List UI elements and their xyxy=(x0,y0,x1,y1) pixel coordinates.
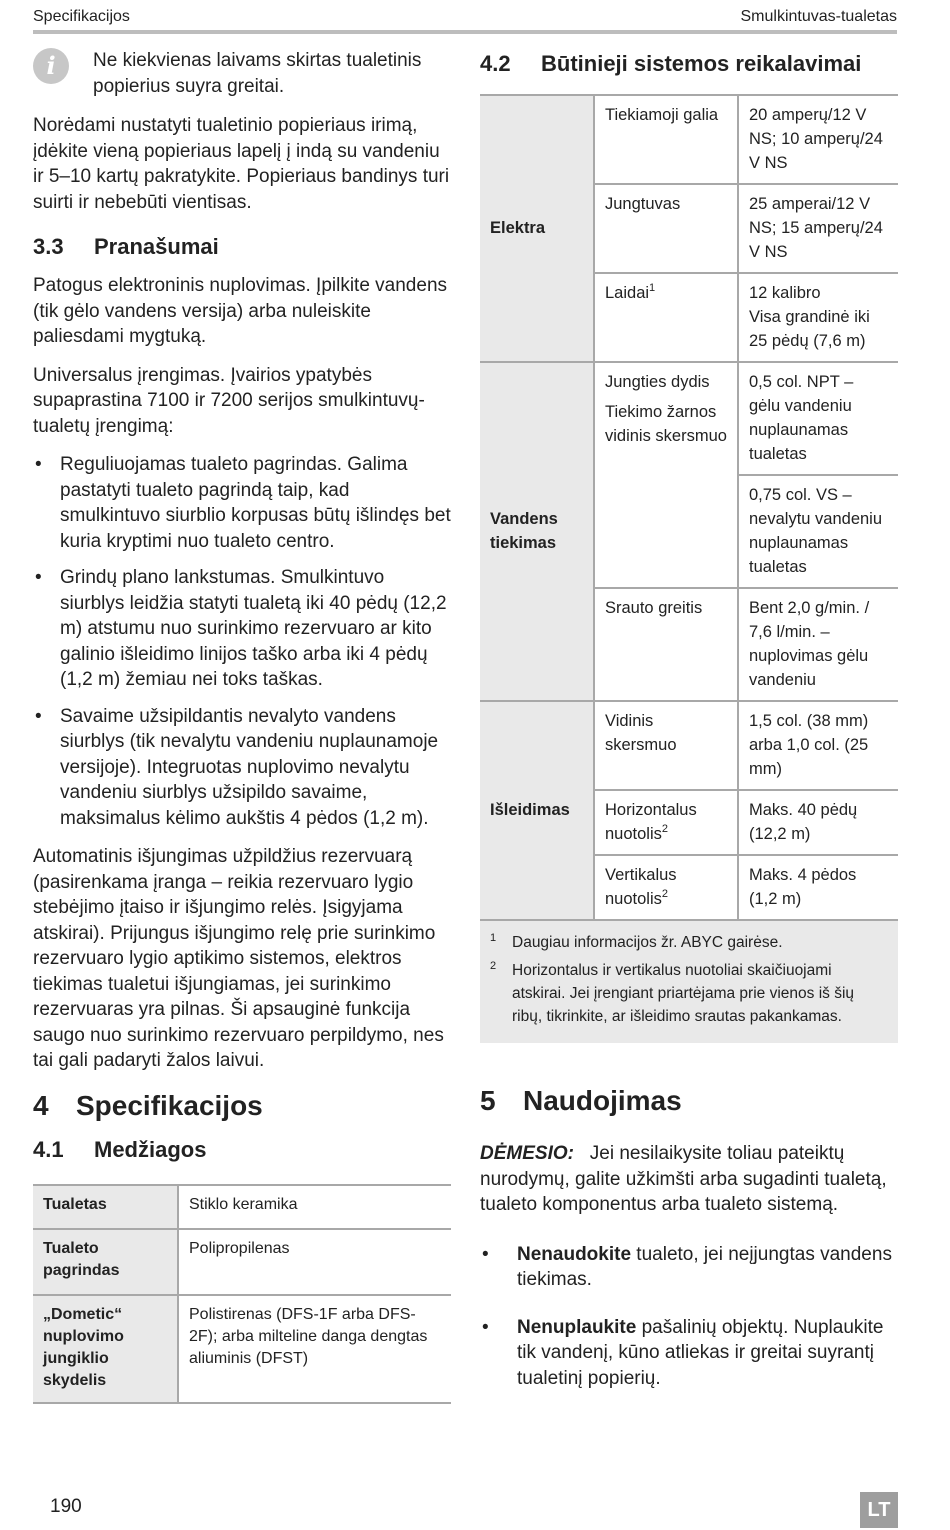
header-product: Smulkintuvas-tualetas xyxy=(740,8,897,25)
info-note xyxy=(33,48,451,99)
table-row: 0,75 col. VS – nevalytu vandeniu nuplaunamas tualetas xyxy=(480,475,898,588)
table-row: Srauto greitis Bent 2,0 g/min. / 7,6 l/min. – nuplovimas gėlu vandeniu xyxy=(480,588,898,701)
header-section: Specifikacijos xyxy=(33,8,130,25)
usage-list xyxy=(480,1242,898,1392)
attention-note: DĖMESIO: Jei nesilaikysite toliau pateiktų nurodymų, galite užkimšti arba sugadinti tualetą, tualeto komponentus arba tualeto sistemą. xyxy=(480,1143,887,1215)
requirements-table xyxy=(480,94,898,921)
left-column xyxy=(33,48,451,1404)
list-item: • Grindų plano lankstumas. Smulkintuvo siurblys leidžia statyti tualetą iki 40 pėdų (12,2 m) atstumu nuo surinkimo rezervuaro ar kito galinio išleidimo linijos taško arba iki 4 pėdų (1,2 m) žemiau nei toks taškas. xyxy=(33,565,451,693)
paragraph: Universalus įrengimas. Įvairios ypatybės supaprastina 7100 ir 7200 serijos smulkintuvų-tualetų įrengimą: xyxy=(33,364,425,437)
table-row: Laidai$^1$ 12 kalibro Visa grandinė iki 25 pėdų (7,6 m) xyxy=(480,273,898,362)
list-item: • Reguliuojamas tualeto pagrindas. Galima pastatyti tualeto pagrindą taip, kad smulkintuvo siurblio korpusas būtų išlindęs bet kuria kryptimi nuo tualeto centro. xyxy=(33,452,451,554)
running-header xyxy=(33,6,897,28)
table-row: Tualetas Stiklo keramika xyxy=(33,1185,451,1229)
table-footnotes xyxy=(480,921,898,1043)
chapter-heading: 5 Naudojimas xyxy=(480,1085,682,1116)
table-row: Vandens tiekimas Jungties dydis Tiekimo žarnos vidinis skersmuo 0,5 col. NPT – gėlu vandeniu nuplaunamas tualetas xyxy=(480,362,898,475)
header-rule xyxy=(33,30,897,34)
section-heading: 3.3 Pranašumai xyxy=(33,234,219,259)
attention-label: DĖMESIO: xyxy=(480,1143,574,1164)
table-row: Elektra Tiekiamoji galia 20 amperų/12 V NS; 10 amperų/24 V NS xyxy=(480,95,898,184)
table-row: Vertikalus nuotolis$^2$ Maks. 4 pėdos (1,2 m) xyxy=(480,855,898,920)
section-heading: 4.1 Medžiagos xyxy=(33,1136,207,1162)
paragraph: Norėdami nustatyti tualetinio popieriaus irimą, įdėkite vieną popieriaus lapelį į indą su vandeniu ir 5–10 kartų pakratykite. Popieriaus bandinys turi suirti ir nebebūti vientisas. xyxy=(33,115,450,213)
language-badge: LT xyxy=(860,1492,898,1528)
table-row: Jungtuvas 25 amperai/12 V NS; 15 amperų/24 V NS xyxy=(480,184,898,273)
feature-list xyxy=(33,452,451,831)
list-item: • Nenuplaukite pašalinių objektų. Nuplaukite tik vandenį, kūno atliekas ir greitai suyrantį tualetinį popierių. xyxy=(480,1315,898,1392)
section-heading: 4.2 Būtinieji sistemos reikalavimai xyxy=(480,51,862,76)
footnote: 2 Horizontalus ir vertikalus nuotoliai skaičiuojami atskirai. Jei įrengiant priartėjama prie vienos iš šių ribų, tikrinkite, ar išleidimo srautas pakankamas. xyxy=(490,960,855,1025)
list-item: • Nenaudokite tualeto, jei neįjungtas vandens tiekimas. xyxy=(480,1242,898,1293)
footnote: 1 Daugiau informacijos žr. ABYC gairėse. xyxy=(490,932,783,951)
chapter-heading: 4 Specifikacijos xyxy=(33,1089,263,1121)
info-note-text: Ne kiekvienas laivams skirtas tualetinis popierius suyra greitai. xyxy=(93,50,422,97)
info-icon: i xyxy=(33,48,69,84)
materials-table xyxy=(33,1184,451,1404)
table-row: Tualeto pagrindas Polipropilenas xyxy=(33,1229,451,1295)
table-row: Išleidimas Vidinis skersmuo 1,5 col. (38 mm) arba 1,0 col. (25 mm) xyxy=(480,701,898,790)
list-item: • Savaime užsipildantis nevalyto vandens siurblys (tik nevalytu vandeniu nuplaunamoje versijoje). Integruotas nuplovimo nevalytu vandeniu siurblys užsipildo savaime, maksimalus kėlimo aukštis 4 pėdos (1,2 m). xyxy=(33,704,451,832)
paragraph: Patogus elektroninis nuplovimas. Įpilkite vandens (tik gėlo vandens versija) arba nuleiskite paliesdami mygtuką. xyxy=(33,275,448,347)
table-row: „Dometic“ nuplovimo jungiklio skydelis Polistirenas (DFS-1F arba DFS-2F); arba milteline danga dengtas aliuminis (DFST) xyxy=(33,1295,451,1403)
paragraph: Automatinis išjungimas užpildžius rezervuarą (pasirenkama įranga – reikia rezervuaro lygio stebėjimo įtaiso ir išjungimo relės. Įsigyjama atskirai). Prijungus išjungimo relę prie surinkimo rezervuaro lygio aptikimo sistemos, elektros tiekimas tualetui išjungiamas, jei surinkimo rezervuaras yra pilnas. Ši apsauginė funkcija saugo nuo surinkimo rezervuaro perpildymo, nes tai gali padaryti žalos laivui. xyxy=(33,846,444,1071)
right-column xyxy=(480,48,898,1404)
table-row: Horizontalus nuotolis$^2$ Maks. 40 pėdų (12,2 m) xyxy=(480,790,898,855)
page-number: 190 xyxy=(50,1496,82,1517)
